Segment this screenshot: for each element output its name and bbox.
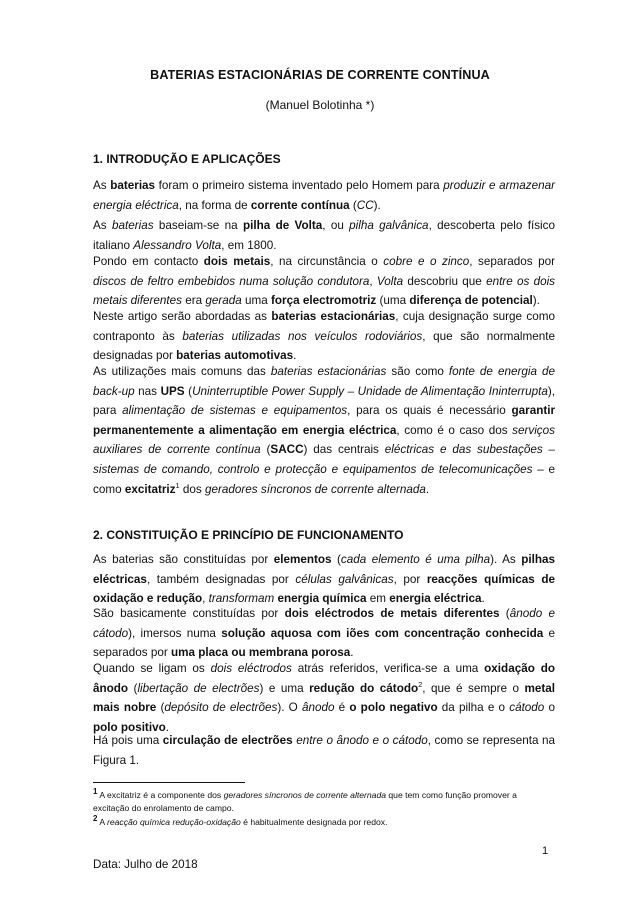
section-heading-constitution: 2. CONSTITUIÇÃO E PRINCÍPIO DE FUNCIONAMENTO [93,528,404,542]
footer-date: Data: Julho de 2018 [93,858,198,871]
paragraph: São basicamente constituídas por dois eléctrodos de metais diferentes (ânodo e cátodo), imersos numa solução aquosa com iões com concentração conhecida e separados por uma placa ou membrana porosa. [93,607,555,660]
section-heading-introduction: 1. INTRODUÇÃO E APLICAÇÕES [93,152,281,166]
paragraph: As baterias baseiam-se na pilha de Volta, ou pilha galvânica, descoberta pelo físico italiano Alessandro Volta, em 1800. [93,219,555,252]
paragraph: Neste artigo serão abordadas as baterias estacionárias, cuja designação surge como contraponto às baterias utilizadas nos veículos rodoviários, que são normalmente designadas por baterias automotivas. [93,310,555,363]
paragraph: As utilizações mais comuns das baterias estacionárias são como fonte de energia de back-up nas UPS (Uninterruptible Power Supply – Unidade de Alimentação Ininterrupta), para alimentação de sistemas e equipamentos, para os quais é necessário garantir permanentemente a alimentação em energia eléctrica, como é o caso dos serviços auxiliares de corrente contínua (SACC) das centrais eléctricas e das subestações – sistemas de comando, controlo e protecção e equipamentos de telecomunicações – e como excitatriz$^1$ dos geradores síncronos de corrente alternada. [93,365,556,496]
paragraph: Pondo em contacto dois metais, na circunstância o cobre e o zinco, separados por discos de feltro embebidos numa solução condutora, Volta descobriu que entre os dois metais diferentes era gerada uma força electromotriz (uma diferença de potencial). [93,255,556,308]
paragraph: As baterias são constituídas por elementos (cada elemento é uma pilha). As pilhas eléctricas, também designadas por células galvânicas, por reacções químicas de oxidação e redução, transformam energia química em energia eléctrica. [93,553,556,606]
footnote-separator [93,782,245,783]
footnote: $^2$ A reacção química redução-oxidação é habitualmente designada por redox. [93,814,388,827]
paragraph: As baterias foram o primeiro sistema inventado pelo Homem para produzir e armazenar energia eléctrica, na forma de corrente contínua (CC). [93,179,556,212]
paragraph: Quando se ligam os dois eléctrodos atrás referidos, verifica-se a uma oxidação do ânodo (libertação de electrões) e uma redução do cátodo$^2$, que é sempre o metal mais nobre (depósito de electrões). O ânodo é o polo negativo da pilha e o cátodo o polo positivo. [93,662,555,734]
page-number: 1 [542,845,549,857]
author-line: (Manuel Bolotinha *) [265,98,375,112]
paragraph: Há pois uma circulação de electrões entre o ânodo e o cátodo, como se representa na Figura 1. [93,734,556,767]
footnote: $^1$ A excitatriz é a componente dos geradores síncronos de corrente alternada que tem como função promover a excitação do enrolamento de campo. [93,787,517,814]
document-title: BATERIAS ESTACIONÁRIAS DE CORRENTE CONTÍNUA [150,68,490,82]
